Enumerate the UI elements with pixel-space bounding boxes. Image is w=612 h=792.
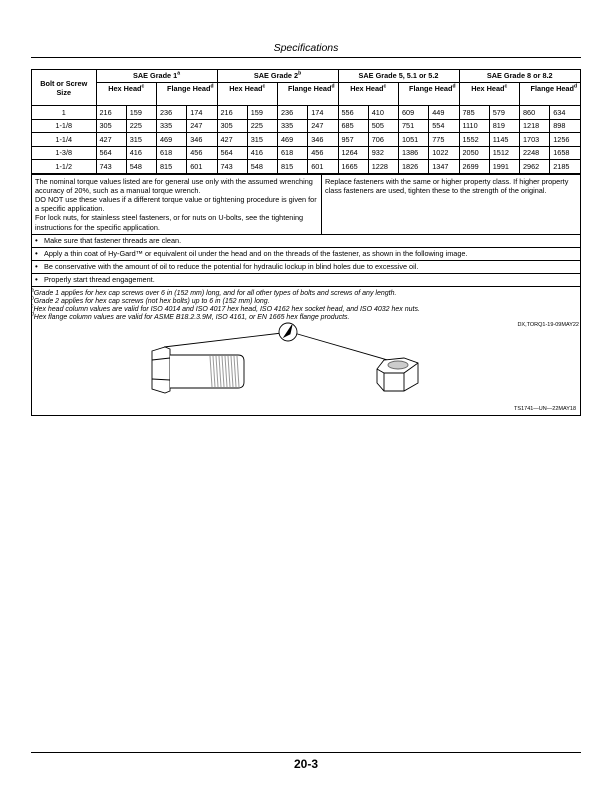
torque-value-cell: 416	[247, 146, 277, 160]
header-rule	[31, 57, 581, 58]
flange-head-header: Flange Head$^d$	[520, 83, 581, 106]
notes-right: Replace fasteners with the same or higher property class. If higher property class fasteners are used, tighten these to the strength of the original.	[325, 176, 569, 195]
flange-head-header: Flange Head$^d$	[157, 83, 218, 106]
torque-value-cell: 1512	[489, 146, 519, 160]
torque-value-cell: 427	[96, 133, 126, 147]
torque-value-cell: 449	[429, 106, 459, 120]
torque-spec-frame	[31, 69, 581, 416]
torque-value-cell: 456	[308, 146, 338, 160]
bullet-list	[32, 234, 580, 286]
grade-header: SAE Grade 2$^b$	[217, 70, 338, 83]
bullet-icon: •	[35, 249, 38, 259]
torque-value-cell: 860	[520, 106, 550, 120]
table-row	[32, 119, 580, 133]
torque-value-cell: 751	[399, 119, 429, 133]
torque-value-cell: 2699	[459, 160, 489, 174]
hex-head-header: Hex Head$^c$	[217, 83, 278, 106]
torque-value-cell: 2248	[520, 146, 550, 160]
torque-value-cell: 225	[247, 119, 277, 133]
bolt-size-cell: 1-1/4	[32, 133, 96, 147]
notes-left	[32, 175, 322, 234]
footnote: $^d$Hex flange column values are valid for ASME B18.2.3.9M, ISO 4161, or EN 1665 hex flange products.	[31, 311, 350, 321]
torque-value-cell: 556	[338, 106, 368, 120]
torque-value-cell: 1051	[399, 133, 429, 147]
flange-head-header: Flange Head$^d$	[399, 83, 460, 106]
torque-value-cell: 236	[157, 106, 187, 120]
torque-value-cell: 618	[278, 146, 308, 160]
footer-rule	[31, 752, 581, 753]
torque-value-cell: 159	[126, 106, 156, 120]
torque-value-cell: 174	[187, 106, 217, 120]
torque-value-cell: 1022	[429, 146, 459, 160]
torque-value-cell: 1145	[489, 133, 519, 147]
document-id: DX,TORQ1-19-09MAY22	[517, 322, 579, 328]
torque-value-cell: 346	[187, 133, 217, 147]
hex-head-header: Hex Head$^c$	[96, 83, 157, 106]
list-item: • Apply a thin coat of Hy-Gard™ or equivalent oil under the head and on the threads of the fastener, as shown in the following image.	[32, 248, 580, 261]
torque-value-cell: 305	[217, 119, 247, 133]
hex-head-header: Hex Head$^c$	[338, 83, 399, 106]
torque-value-cell: 579	[489, 106, 519, 120]
page-number: 20-3	[293, 757, 319, 771]
grade-header: SAE Grade 1$^a$	[96, 70, 217, 83]
torque-table	[32, 70, 580, 174]
torque-value-cell: 706	[368, 133, 398, 147]
torque-value-cell: 2962	[520, 160, 550, 174]
size-column-header: Bolt or Screw Size	[32, 70, 96, 106]
torque-value-cell: 469	[278, 133, 308, 147]
torque-value-cell: 2185	[550, 160, 580, 174]
torque-value-cell: 225	[126, 119, 156, 133]
torque-value-cell: 898	[550, 119, 580, 133]
torque-value-cell: 815	[278, 160, 308, 174]
torque-value-cell: 1552	[459, 133, 489, 147]
torque-value-cell: 1703	[520, 133, 550, 147]
bolt-icon	[152, 347, 244, 393]
bullet-icon: •	[35, 262, 38, 272]
bolt-size-cell: 1	[32, 106, 96, 120]
torque-value-cell: 315	[247, 133, 277, 147]
bullet-icon: •	[35, 275, 38, 285]
torque-value-cell: 1347	[429, 160, 459, 174]
torque-value-cell: 469	[157, 133, 187, 147]
torque-value-cell: 601	[187, 160, 217, 174]
footnote: $^a$Grade 1 applies for hex cap screws over 6 in (152 mm) long, and for all other types of bolts and screws of any length.	[31, 287, 397, 297]
list-item: • Make sure that fastener threads are clean.	[32, 235, 580, 248]
torque-value-cell: 427	[217, 133, 247, 147]
torque-value-cell: 957	[338, 133, 368, 147]
torque-value-cell: 1991	[489, 160, 519, 174]
torque-value-cell: 1110	[459, 119, 489, 133]
torque-value-cell: 743	[96, 160, 126, 174]
torque-value-cell: 685	[338, 119, 368, 133]
grade-header: SAE Grade 5, 5.1 or 5.2	[338, 70, 459, 83]
torque-value-cell: 216	[96, 106, 126, 120]
torque-value-cell: 1218	[520, 119, 550, 133]
nut-icon	[377, 358, 418, 391]
torque-value-cell: 548	[126, 160, 156, 174]
torque-value-cell: 216	[217, 106, 247, 120]
hex-head-header: Hex Head$^c$	[459, 83, 520, 106]
torque-value-cell: 159	[247, 106, 277, 120]
torque-value-cell: 609	[399, 106, 429, 120]
torque-value-cell: 1256	[550, 133, 580, 147]
bolt-size-cell: 1-1/2	[32, 160, 96, 174]
torque-value-cell: 247	[187, 119, 217, 133]
table-row	[32, 133, 580, 147]
footnote: $^b$Grade 2 applies for hex cap screws (not hex bolts) up to 6 in (152 mm) long.	[31, 295, 270, 305]
torque-value-cell: 1386	[399, 146, 429, 160]
sub-header-row	[32, 83, 580, 106]
torque-value-cell: 1264	[338, 146, 368, 160]
footnote: $^c$Hex head column values are valid for ISO 4014 and ISO 4017 hex head, ISO 4162 hex socket head, and ISO 4032 hex nuts.	[31, 303, 420, 313]
grade-header: SAE Grade 8 or 8.2	[459, 70, 580, 83]
torque-value-cell: 564	[96, 146, 126, 160]
torque-value-cell: 1826	[399, 160, 429, 174]
note-paragraph: For lock nuts, for stainless steel fasteners, or for nuts on U-bolts, see the tightening instructions for the specific application.	[35, 213, 304, 232]
table-row	[32, 146, 580, 160]
torque-value-cell: 932	[368, 146, 398, 160]
torque-value-cell: 601	[308, 160, 338, 174]
section-title: Specifications	[273, 42, 339, 54]
torque-value-cell: 1228	[368, 160, 398, 174]
torque-value-cell: 456	[187, 146, 217, 160]
torque-value-cell: 335	[157, 119, 187, 133]
torque-value-cell: 1665	[338, 160, 368, 174]
torque-value-cell: 410	[368, 106, 398, 120]
bolt-size-cell: 1-1/8	[32, 119, 96, 133]
torque-value-cell: 618	[157, 146, 187, 160]
torque-value-cell: 554	[429, 119, 459, 133]
torque-value-cell: 236	[278, 106, 308, 120]
torque-value-cell: 743	[217, 160, 247, 174]
illustration-caption: TS1741—UN—22MAY18	[514, 405, 576, 412]
torque-table-body	[32, 106, 580, 174]
footnotes	[31, 287, 581, 322]
note-paragraph: The nominal torque values listed are for general use only with the assumed wrenching accuracy of 20%, such as a manual torque wrench.	[35, 176, 313, 195]
torque-value-cell: 2050	[459, 146, 489, 160]
torque-value-cell: 416	[126, 146, 156, 160]
torque-value-cell: 564	[217, 146, 247, 160]
bolt-size-cell: 1-3/8	[32, 146, 96, 160]
bullet-icon: •	[35, 236, 38, 246]
list-item: • Be conservative with the amount of oil to reduce the potential for hydraulic lockup in blind holes due to excessive oil.	[32, 261, 580, 274]
flange-head-header: Flange Head$^d$	[278, 83, 339, 106]
torque-value-cell: 785	[459, 106, 489, 120]
torque-value-cell: 505	[368, 119, 398, 133]
torque-value-cell: 1658	[550, 146, 580, 160]
torque-value-cell: 247	[308, 119, 338, 133]
notes-section	[32, 174, 580, 234]
torque-value-cell: 174	[308, 106, 338, 120]
torque-value-cell: 335	[278, 119, 308, 133]
torque-value-cell: 315	[126, 133, 156, 147]
torque-value-cell: 548	[247, 160, 277, 174]
torque-value-cell: 346	[308, 133, 338, 147]
torque-value-cell: 775	[429, 133, 459, 147]
list-item: • Properly start thread engagement.	[35, 275, 155, 285]
torque-value-cell: 634	[550, 106, 580, 120]
torque-value-cell: 815	[157, 160, 187, 174]
table-row	[32, 106, 580, 120]
note-paragraph: DO NOT use these values if a different torque value or tightening procedure is given for a specific application.	[35, 194, 317, 214]
torque-value-cell: 819	[489, 119, 519, 133]
torque-value-cell: 305	[96, 119, 126, 133]
table-row	[32, 160, 580, 174]
